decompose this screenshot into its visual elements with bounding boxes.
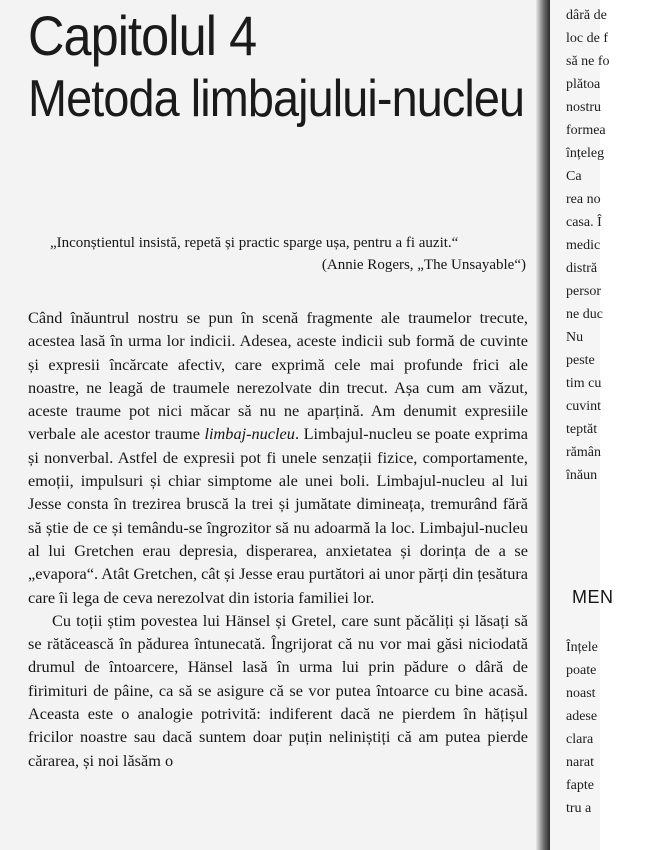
epigraph <box>50 232 530 276</box>
right-page-line: teptăt <box>566 422 598 437</box>
right-page-text-bottom <box>566 636 646 820</box>
paragraph-1-text-b: . Limbajul-nucleu se poate exprima și nonverbal. Astfel de expresii pot fi unele senzații fizice, comportamente, emoții, impulsuri și chiar simptome ale unei boli. Limbajul-nucleu al lui Jesse consta în trezirea bruscă la trei și jumătate dimineața, tremurând fără să știe de ce și temându-se îngrozitor să nu adoarmă la loc. Limbajul-nucleu al lui Gretchen erau depresia, disperarea, anxietatea și dorința de a se „evapora“. Atât Gretchen, cât și Jesse erau purtători ai unor părți din țesătura care îi lega de ceva nerezolvat din istoria familiei lor. <box>28 424 528 607</box>
right-page-edge <box>550 0 614 850</box>
right-page-line: adese <box>566 709 598 724</box>
right-page-line: casa. Î <box>566 215 602 230</box>
chapter-name: Metoda limbajului-nucleu <box>28 70 525 128</box>
right-page-line: Înțele <box>566 640 598 655</box>
right-page-line: medic <box>566 238 601 253</box>
paragraph-2: Cu toții știm povestea lui Hänsel și Gretel, care sunt păcăliți și lăsați să se rătăcească în pădurea întunecată. Îngrijorat că nu vor mai găsi niciodată drumul de întoarcere, Hänsel lasă în urma lui prin pădure o dâră de firimituri de pâine, ca să se asigure că se vor putea întoarce cu bine acasă. Aceasta este o analogie potrivită: indiferent dacă ne pierdem în hățișul fricilor noastre sau dacă suntem doar puțin neliniștiți că am putea pierde cărarea, și noi lăsăm o <box>28 610 528 770</box>
right-page-line: rămân <box>566 445 601 460</box>
paragraph-1-text-a: Când înăuntrul nostru se pun în scenă fragmente ale traumelor trecute, acestea lasă în urma lor indicii. Adesea, aceste indicii sub formă de cuvinte și expresii încărcate afectiv, care exprimă cele mai profunde frici ale noastre, ne leagă de traumele nerezolvate din trecut. Așa cum am văzut, aceste traume pot nici măcar să nu ne aparțină. Am denumit expresiile verbale ale acestor traume <box>28 308 528 444</box>
epigraph-quote: „Inconștientul insistă, repetă și practic sparge ușa, pentru a fi auzit.“ <box>50 235 459 251</box>
right-page-line: dâră de <box>566 8 607 23</box>
right-page-line: Nu <box>566 330 584 345</box>
right-page-line: loc de f <box>566 31 608 46</box>
chapter-title <box>28 4 579 130</box>
right-page-line: narat <box>566 755 594 770</box>
right-page-line: Ca <box>566 169 582 184</box>
epigraph-attribution: (Annie Rogers, „The Unsayable“) <box>321 257 526 273</box>
chapter-number: Capitolul 4 <box>28 4 257 67</box>
right-page-line: înțeleg <box>566 146 605 161</box>
paragraph-1 <box>28 306 528 609</box>
right-page-line: tim cu <box>566 376 602 391</box>
right-page-line: poate <box>566 663 597 678</box>
right-page-line: tru a <box>566 801 592 816</box>
right-page-line: formea <box>566 123 606 138</box>
right-page-line: cuvint <box>566 399 601 414</box>
right-page-heading: MEN <box>572 587 614 607</box>
right-page-line: persor <box>566 284 601 299</box>
body-text <box>28 306 528 772</box>
right-page-line: ne duc <box>566 307 603 322</box>
right-page-line: să ne fo <box>566 54 610 69</box>
right-page-line: înăun <box>566 468 598 483</box>
right-page-text-top <box>566 4 646 487</box>
right-page-line: nostru <box>566 100 601 115</box>
right-page-line: rea no <box>566 192 601 207</box>
right-page-line: distră <box>566 261 598 276</box>
right-page-line: plătoa <box>566 77 601 92</box>
book-gutter <box>536 0 550 850</box>
right-page-line: fapte <box>566 778 594 793</box>
right-page-line: peste <box>566 353 595 368</box>
right-page-line: noast <box>566 686 596 701</box>
right-page-line: clara <box>566 732 594 747</box>
paragraph-1-emphasis: limbaj-nucleu <box>204 424 295 444</box>
